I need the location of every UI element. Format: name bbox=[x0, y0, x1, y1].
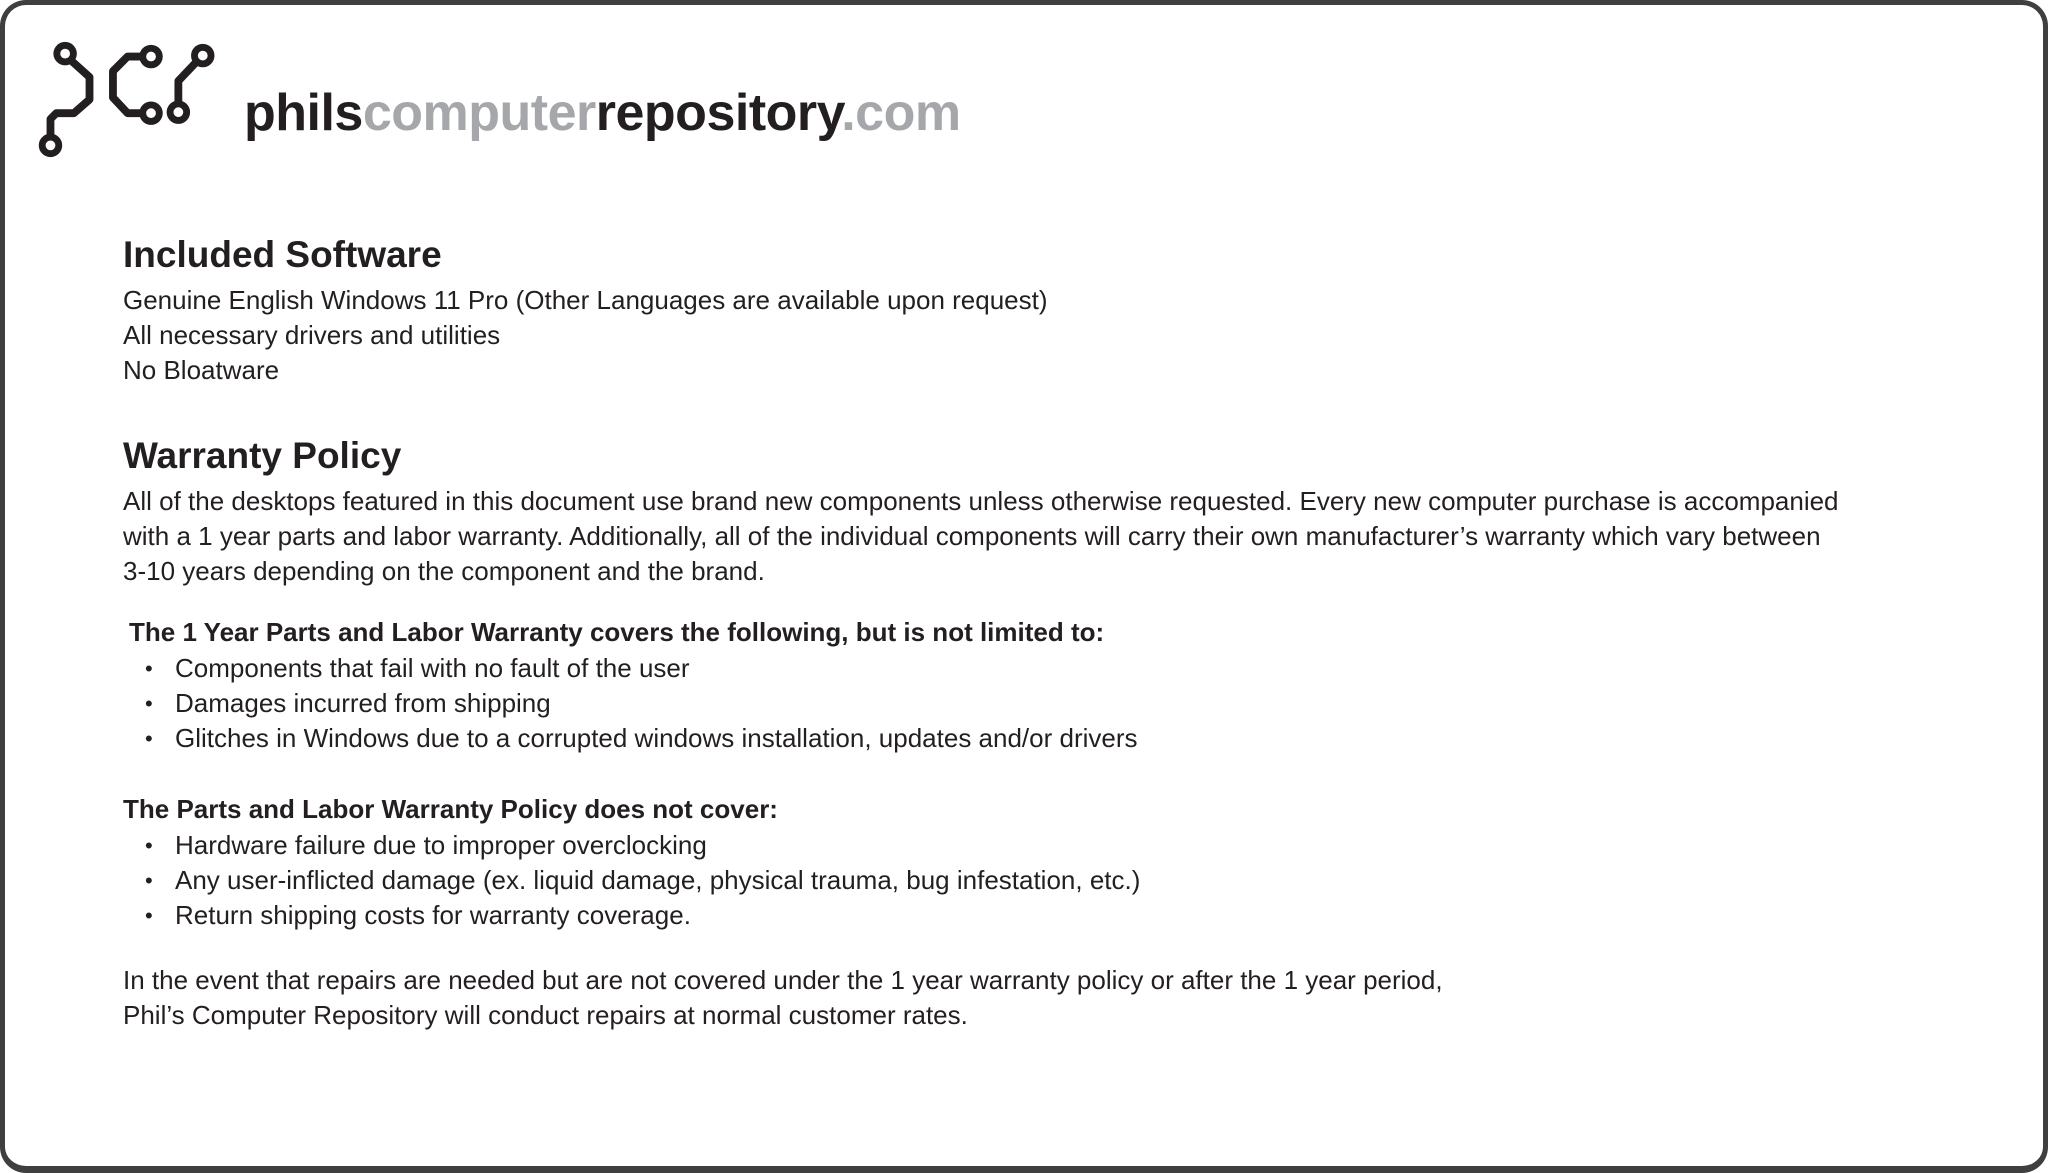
warranty-covers-subheading: The 1 Year Parts and Labor Warranty covers the following, but is not limited to: bbox=[129, 617, 1105, 647]
list-item-text: Any user-inflicted damage (ex. liquid damage, physical trauma, bug infestation, etc.) bbox=[175, 865, 1141, 895]
site-wordmark bbox=[244, 83, 961, 143]
included-software-heading: Included Software bbox=[123, 234, 442, 275]
wordmark-repository: repository bbox=[595, 84, 842, 142]
wordmark-phils: phils bbox=[244, 84, 363, 142]
warranty-policy-section bbox=[123, 434, 1983, 1033]
text-line: No Bloatware bbox=[123, 355, 280, 385]
text-line: All necessary drivers and utilities bbox=[123, 320, 501, 350]
list-item-text: Components that fail with no fault of the user bbox=[175, 653, 690, 683]
text-line: Genuine English Windows 11 Pro (Other Languages are available upon request) bbox=[123, 285, 1048, 315]
list-item-text: Glitches in Windows due to a corrupted windows installation, updates and/or drivers bbox=[175, 723, 1138, 753]
list-item bbox=[145, 686, 1983, 721]
list-item bbox=[145, 828, 1983, 863]
bullet-icon: • bbox=[145, 656, 153, 681]
list-item-text: Return shipping costs for warranty coverage. bbox=[175, 900, 691, 930]
bullet-icon: • bbox=[145, 691, 153, 716]
warranty-intro-paragraph bbox=[123, 484, 1983, 589]
warranty-not-covered-subheading: The Parts and Labor Warranty Policy does not cover: bbox=[123, 794, 778, 824]
bullet-icon: • bbox=[145, 833, 153, 858]
text-line: All of the desktops featured in this document use brand new components unless otherwise requested. Every new computer purchase is accompanied bbox=[123, 486, 1839, 516]
circuit-traces-logo-icon bbox=[29, 31, 234, 168]
list-item bbox=[145, 898, 1983, 933]
list-item bbox=[145, 863, 1983, 898]
warranty-covers-list bbox=[123, 651, 1983, 756]
included-software-section bbox=[123, 233, 1983, 388]
bullet-icon: • bbox=[145, 726, 153, 751]
warranty-closing-paragraph bbox=[123, 963, 1983, 1033]
bullet-icon: • bbox=[145, 903, 153, 928]
document-content bbox=[5, 233, 2043, 1033]
text-line: 3-10 years depending on the component and the brand. bbox=[123, 556, 765, 586]
bullet-icon: • bbox=[145, 868, 153, 893]
warranty-not-covered-list bbox=[123, 828, 1983, 933]
text-line: In the event that repairs are needed but are not covered under the 1 year warranty policy or after the 1 year period, bbox=[123, 965, 1443, 995]
list-item-text: Hardware failure due to improper overclocking bbox=[175, 830, 707, 860]
site-header bbox=[5, 5, 2043, 181]
wordmark-computer: computer bbox=[362, 84, 596, 142]
warranty-policy-heading: Warranty Policy bbox=[123, 435, 402, 476]
wordmark-com: .com bbox=[841, 84, 961, 142]
text-line: with a 1 year parts and labor warranty. Additionally, all of the individual components will carry their own manufacturer’s warranty which vary between bbox=[123, 521, 1821, 551]
list-item bbox=[145, 651, 1983, 686]
list-item-text: Damages incurred from shipping bbox=[175, 688, 551, 718]
text-line: Phil’s Computer Repository will conduct repairs at normal customer rates. bbox=[123, 1000, 968, 1030]
list-item bbox=[145, 721, 1983, 756]
